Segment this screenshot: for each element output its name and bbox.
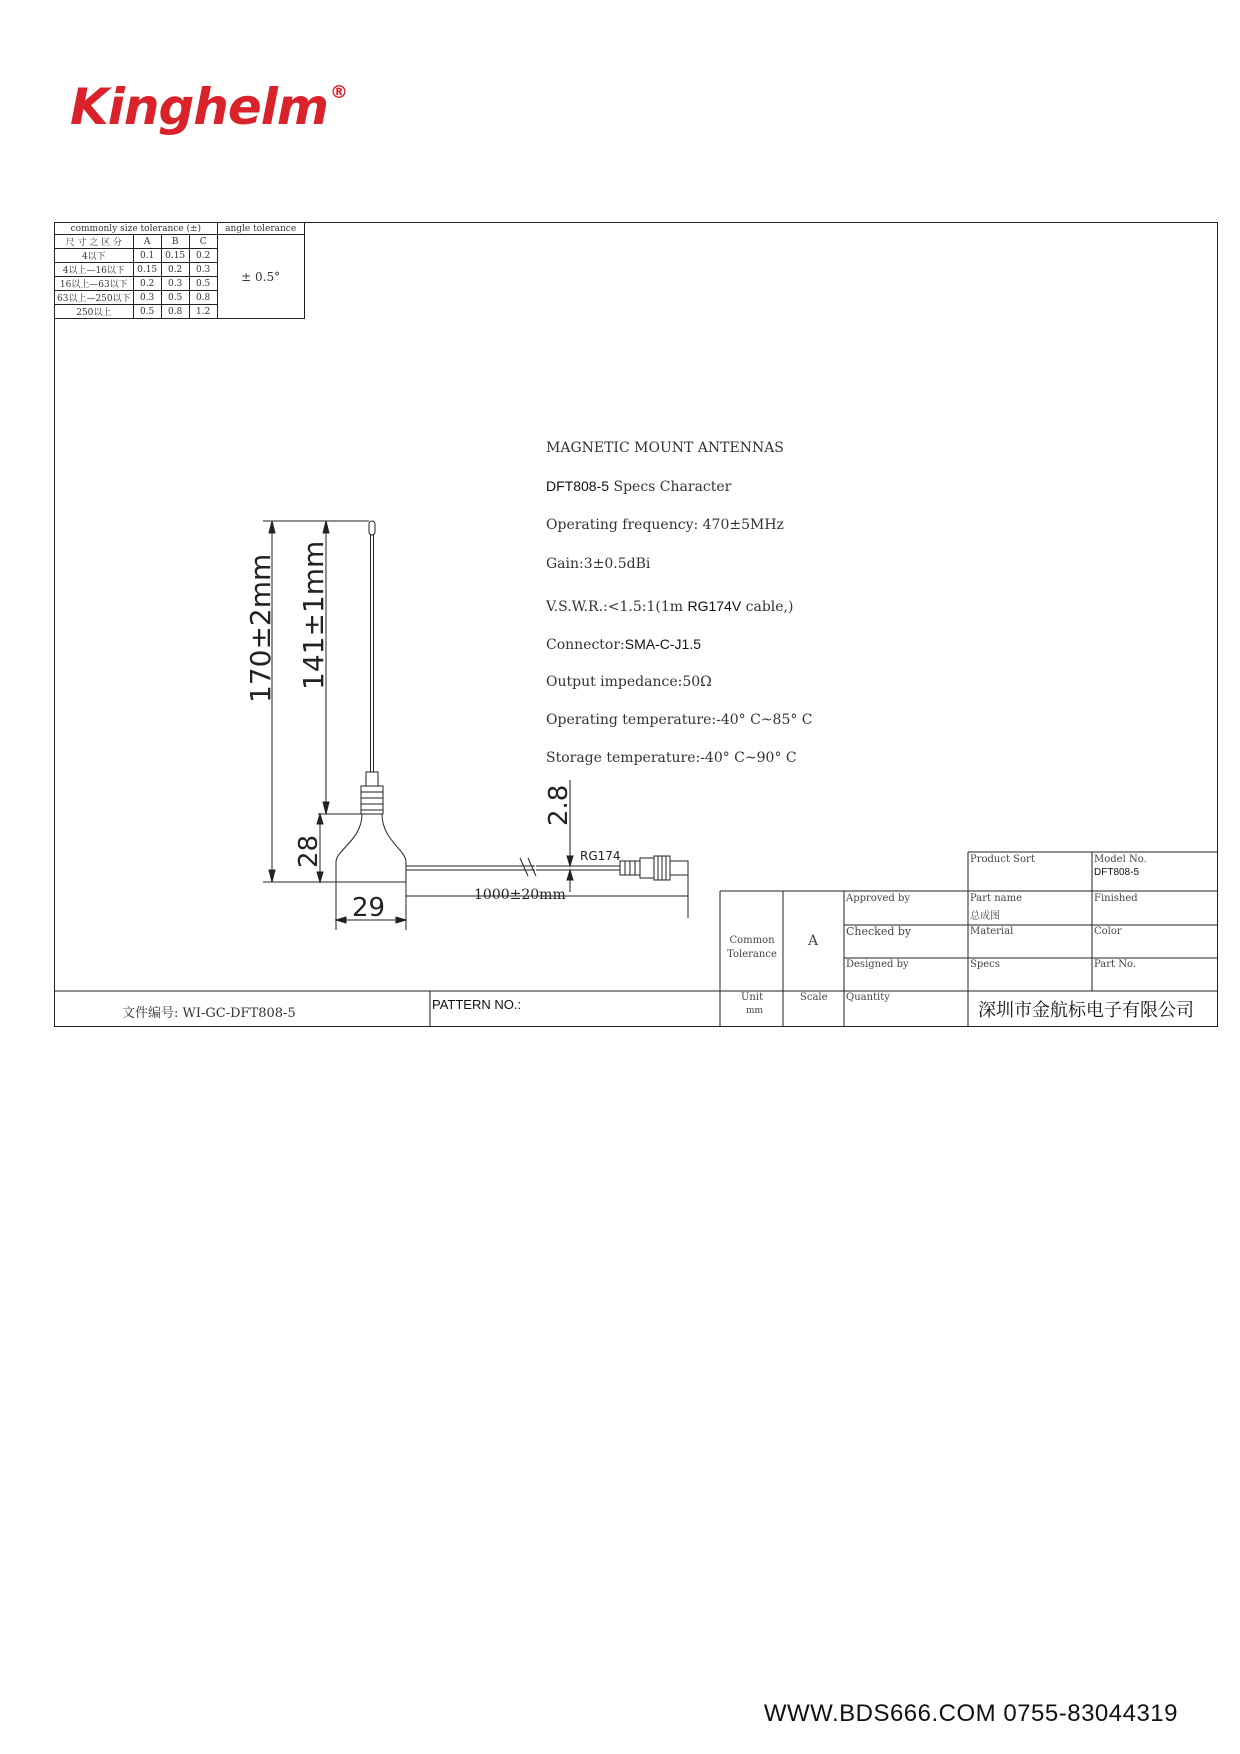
dim-base-w-label: 29 (352, 893, 386, 923)
range-cell: 4以上—16以下 (55, 263, 134, 277)
scale-label: Scale (800, 992, 828, 1003)
product-sort-label: Product Sort (970, 854, 1035, 865)
c-cell: 0.3 (189, 263, 217, 277)
a-cell: 0.2 (133, 277, 161, 291)
range-cell: 16以上—63以下 (55, 277, 134, 291)
column-header-range: 尺 寸 之 区 分 (55, 235, 134, 249)
model-no-value: DFT808-5 (1094, 867, 1140, 878)
approved-by-label: Approved by (846, 893, 911, 904)
dim-cable-d-label: 2.8 (544, 784, 574, 826)
spec-connector-label: Connector: (546, 637, 625, 653)
footer-contact: WWW.BDS666.COM 0755-83044319 (763, 1700, 1178, 1727)
spec-vswr-pre: V.S.W.R.:<1.5:1(1m (546, 599, 688, 615)
designed-by-label: Designed by (846, 959, 909, 970)
spec-frequency: Operating frequency: 470±5MHz (546, 517, 784, 533)
spec-connector-value: SMA-C-J1.5 (624, 636, 701, 652)
b-cell: 0.2 (161, 263, 189, 277)
a-cell: 0.5 (133, 305, 161, 319)
c-cell: 1.2 (189, 305, 217, 319)
logo-text: Kinghelm (70, 78, 329, 136)
spec-title: MAGNETIC MOUNT ANTENNAS (546, 440, 784, 456)
a-cell: 0.1 (133, 249, 161, 263)
arrow-head (269, 870, 275, 882)
sma-head (670, 861, 688, 875)
specs-label: Specs (970, 959, 1000, 970)
cable-label: RG174 (580, 849, 621, 863)
angle-tolerance-value: ± 0.5° (217, 235, 304, 319)
dim-total-label: 170±2mm (244, 553, 277, 703)
common-tolerance-label: Common Tolerance (727, 935, 777, 960)
color-label: Color (1094, 926, 1122, 937)
b-cell: 0.5 (161, 291, 189, 305)
pattern-number: PATTERN NO.: (432, 997, 522, 1012)
spec-vswr-cable: RG174V (687, 598, 742, 614)
document-number: 文件编号: WI-GC-DFT808-5 (122, 1006, 296, 1021)
spec-impedance: Output impedance:50Ω (546, 674, 712, 690)
range-cell: 63以上—250以下 (55, 291, 134, 305)
material-label: Material (970, 926, 1014, 937)
unit-value: mm (746, 1006, 764, 1016)
whip-tip (369, 521, 375, 535)
tolerance-grade: A (808, 933, 819, 949)
company-name: 深圳市金航标电子有限公司 (978, 1000, 1194, 1020)
finished-label: Finished (1094, 893, 1138, 904)
c-cell: 0.8 (189, 291, 217, 305)
quantity-label: Quantity (846, 992, 890, 1003)
model-no-label: Model No. (1094, 854, 1147, 865)
checked-by-label: Checked by (846, 925, 912, 938)
cable-break (520, 858, 536, 876)
a-cell: 0.15 (133, 263, 161, 277)
range-cell: 4以下 (55, 249, 134, 263)
b-cell: 0.8 (161, 305, 189, 319)
part-name-label: Part name (970, 893, 1023, 904)
spec-vswr-post: cable,) (741, 599, 794, 615)
b-cell: 0.15 (161, 249, 189, 263)
registered-mark: ® (330, 82, 348, 103)
column-header-a: A (133, 235, 161, 249)
size-tolerance-header: commonly size tolerance (±) (55, 223, 218, 235)
range-cell: 250以上 (55, 305, 134, 319)
spec-operating-temp: Operating temperature:-40° C~85° C (546, 712, 813, 728)
part-no-label: Part No. (1094, 959, 1136, 970)
column-header-c: C (189, 235, 217, 249)
spec-storage-temp: Storage temperature:-40° C~90° C (546, 750, 797, 766)
a-cell: 0.3 (133, 291, 161, 305)
arrow-head (269, 521, 275, 533)
spec-model-suffix: Specs Character (609, 479, 732, 495)
part-name-value: 总成图 (970, 911, 1000, 922)
c-cell: 0.5 (189, 277, 217, 291)
dim-cable-len-label: 1000±20mm (474, 887, 566, 903)
column-header-b: B (161, 235, 189, 249)
sma-nut (640, 858, 654, 878)
spec-model-number: DFT808-5 (546, 478, 610, 494)
b-cell: 0.3 (161, 277, 189, 291)
magnetic-base (336, 814, 406, 882)
spec-gain: Gain:3±0.5dBi (546, 556, 651, 572)
whip-collar (366, 772, 378, 786)
c-cell: 0.2 (189, 249, 217, 263)
unit-label: Unit (741, 992, 764, 1003)
dim-base-h-label: 28 (294, 834, 324, 868)
dim-whip-label: 141±1mm (297, 540, 330, 690)
angle-tolerance-header: angle tolerance (217, 223, 304, 235)
